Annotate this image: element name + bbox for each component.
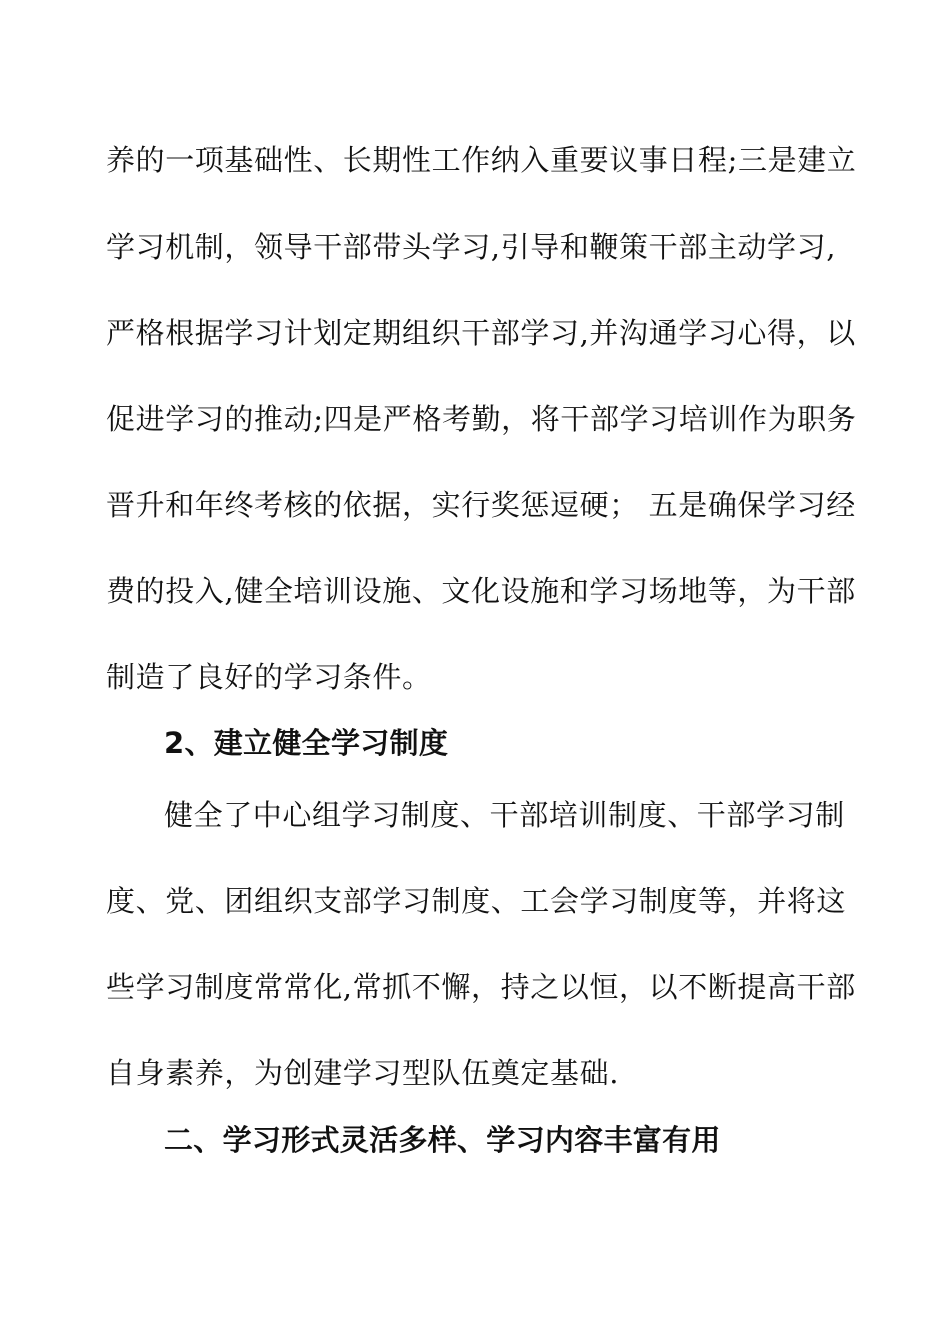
paragraph-line: 健全了中心组学习制度、干部培训制度、干部学习制 [164,798,845,832]
paragraph-line: 制造了良好的学习条件。 [106,660,432,694]
paragraph-line: 费的投入,健全培训设施、文化设施和学习场地等，为干部 [106,574,856,608]
section-heading: 二、学习形式灵活多样、学习内容丰富有用 [164,1123,721,1157]
subsection-heading: 2、建立健全学习制度 [164,726,449,760]
paragraph-line: 严格根据学习计划定期组织干部学习,并沟通学习心得，以 [106,316,856,350]
paragraph-line: 晋升和年终考核的依据，实行奖惩逗硬； 五是确保学习经 [106,488,856,522]
paragraph-line: 促进学习的推动;四是严格考勤，将干部学习培训作为职务 [106,402,857,436]
paragraph-line: 些学习制度常常化,常抓不懈，持之以恒，以不断提高干部 [106,970,856,1004]
paragraph-line: 自身素养，为创建学习型队伍奠定基础. [106,1056,620,1090]
paragraph-line: 学习机制，领导干部带头学习,引导和鞭策干部主动学习, [106,230,837,264]
paragraph-line: 度、党、团组织支部学习制度、工会学习制度等，并将这 [106,884,847,918]
paragraph-line: 养的一项基础性、长期性工作纳入重要议事日程;三是建立 [106,143,857,177]
